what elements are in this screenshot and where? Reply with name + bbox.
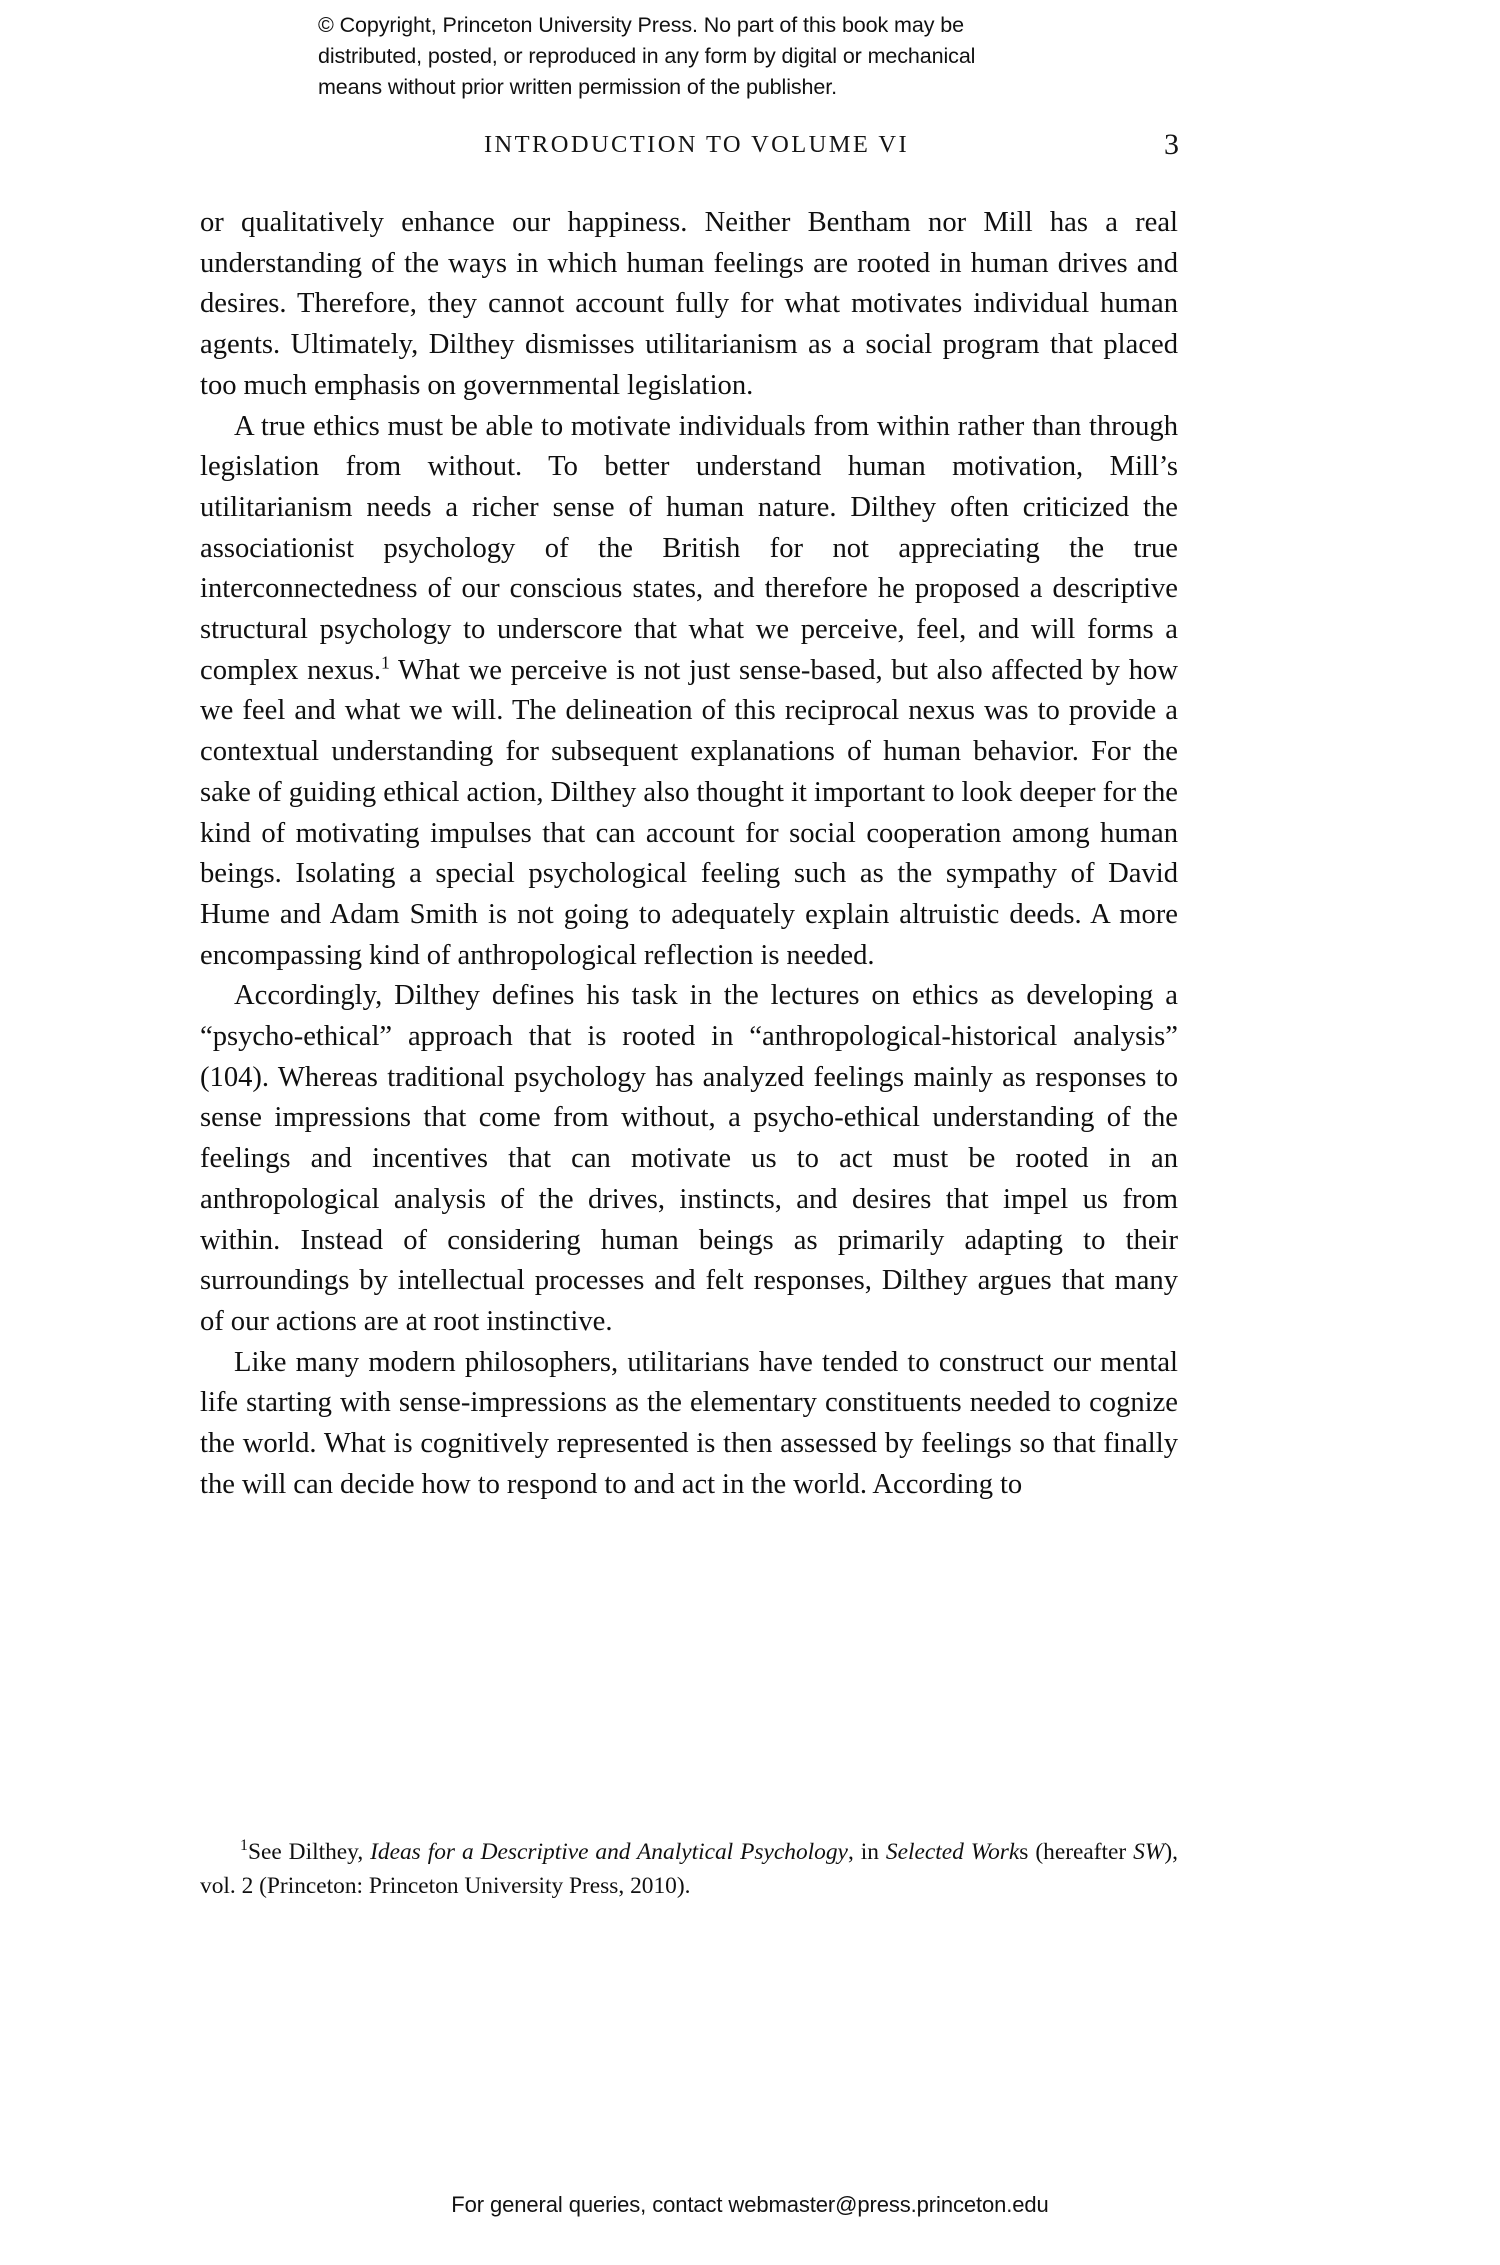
footnote-source-title: Selected Work (885, 1839, 1020, 1865)
footnote-reference-marker[interactable]: 1 (380, 652, 390, 673)
paragraph-4: Like many modern philosophers, utilitarians have tended to construct our mental life starting with sense-impressions as the elementary constituents needed to cognize the world. What is cognitively represented is then assessed by feelings so that finally the will can decide how to respond to and act in the world. According to (200, 1346, 1178, 1500)
footnote-1 (200, 1836, 1178, 1903)
page-footer (0, 2192, 1500, 2218)
paragraph-2 (200, 407, 1178, 977)
copyright-line-3: means without prior written permission of the publisher. (318, 75, 838, 99)
footnote-segment-3: s (hereafter (1019, 1839, 1134, 1865)
footnote-number: 1 (240, 1837, 248, 1855)
copyright-notice (318, 10, 1148, 103)
footnote-work-title: Ideas for a Descriptive and Analytical Psychology (370, 1839, 848, 1865)
footnote-block (200, 1836, 1178, 1903)
footnote-segment-4: ), vol. 2 (Princeton: Princeton University Press, 2010). (200, 1839, 1178, 1899)
paragraph-3: Accordingly, Dilthey defines his task in the lectures on ethics as developing a “psycho-ethical” approach that is rooted in “anthropological-historical analysis” (104). Whereas traditional psychology has analyzed feelings mainly as responses to sense impressions that come from without, a psycho-ethical understanding of the feelings and incentives that can motivate us to act must be rooted in an anthropological analysis of the drives, instincts, and desires that impel us from within. Instead of considering human beings as primarily adapting to their surroundings by intellectual processes and felt responses, Dilthey argues that many of our actions are at root instinctive. (200, 980, 1178, 1337)
footnote-segment-2: , in (847, 1839, 886, 1865)
running-head (200, 128, 1179, 167)
page-number: 3 (1164, 128, 1179, 161)
paragraph-2-text-after-footnote: What we perceive is not just sense-based, but also affected by how we feel and what we will. The delineation of this reciprocal nexus was to provide a contextual understanding for subsequent explanations of human behavior. For the sake of guiding ethical action, Dilthey also thought it important to look deeper for the kind of motivating impulses that can account for social cooperation among human beings. Isolating a special psychological feeling such as the sympathy of David Hume and Adam Smith is not going to adequately explain altruistic deeds. A more encompassing kind of anthropological reflection is needed. (200, 654, 1178, 971)
paragraph-2-text-before-footnote: A true ethics must be able to motivate individuals from within rather than through legislation from without. To better understand human motivation, Mill’s utilitarianism needs a richer sense of human nature. Dilthey often criticized the associationist psychology of the British for not appreciating the true interconnectedness of our conscious states, and therefore he proposed a descriptive structural psychology to underscore that what we perceive, feel, and will forms a complex nexus. (200, 410, 1178, 686)
body-text-column (200, 203, 1178, 1506)
running-head-title: INTRODUCTION TO VOLUME VI (484, 131, 909, 158)
page-footer-text: For general queries, contact webmaster@press.princeton.edu (451, 2192, 1049, 2217)
footnote-segment-1: See Dilthey, (247, 1839, 371, 1865)
paragraph-1: or qualitatively enhance our happiness. Neither Bentham nor Mill has a real understanding of the ways in which human feelings are rooted in human drives and desires. Therefore, they cannot account fully for what motivates individual human agents. Ultimately, Dilthey dismisses utilitarianism as a social program that placed too much emphasis on governmental legislation. (200, 207, 1178, 401)
footnote-abbreviation: SW (1133, 1839, 1165, 1865)
copyright-line-2: distributed, posted, or reproduced in any form by digital or mechanical (318, 44, 976, 68)
copyright-line-1: © Copyright, Princeton University Press. No part of this book may be (318, 13, 964, 37)
